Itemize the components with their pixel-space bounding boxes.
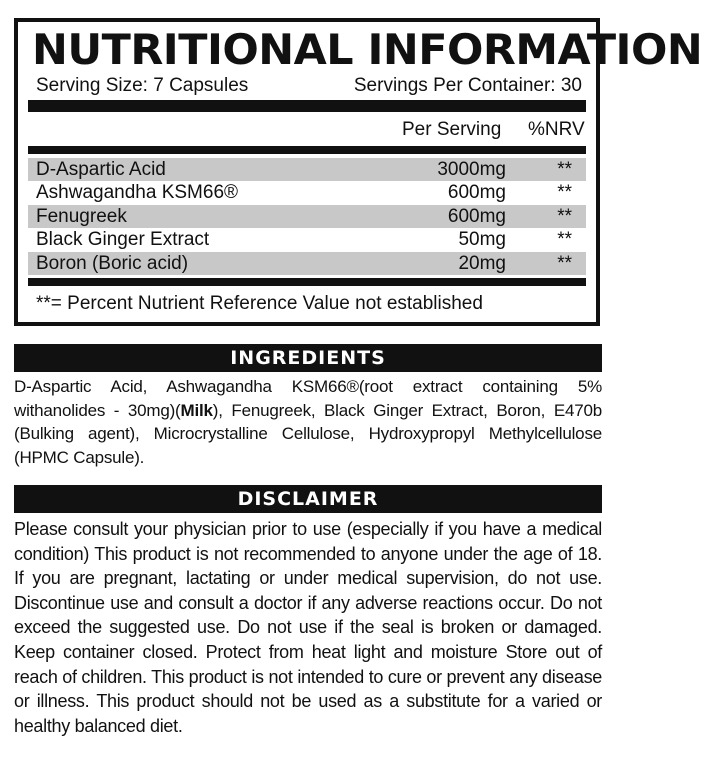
table-row [28, 205, 586, 228]
row-amount: 600mg [447, 205, 506, 227]
row-nrv: ** [557, 252, 572, 274]
row-nrv: ** [557, 159, 572, 180]
row-name: Ashwagandha KSM66® [36, 182, 239, 204]
row-nrv: ** [557, 229, 572, 251]
ingredients-text-after: ), Fenugreek, Black Ginger Extract, Boron, E470b (Bulking agent), Microcrystalline Cellulose, Hydroxypropyl Methylcellulose (HPMC Capsule). [14, 400, 602, 467]
serving-size: Serving Size: 7 Capsules [36, 75, 249, 96]
nutrition-panel [14, 18, 702, 326]
row-nrv: ** [557, 205, 572, 227]
row-amount: 3000mg [437, 159, 506, 180]
disclaimer-heading: DISCLAIMER [14, 485, 602, 513]
row-name: Boron (Boric acid) [36, 252, 189, 274]
table-row [28, 252, 586, 275]
table-row [28, 228, 586, 251]
ingredients-text [14, 375, 602, 469]
row-amount: 50mg [458, 229, 506, 251]
column-header-nrv: %NRV [528, 119, 585, 140]
divider-header [28, 146, 586, 154]
row-name: D-Aspartic Acid [36, 159, 166, 180]
row-name: Fenugreek [36, 205, 127, 227]
row-amount: 600mg [447, 182, 506, 204]
serving-info [36, 74, 582, 98]
table-row [28, 158, 586, 181]
servings-per-container: Servings Per Container: 30 [353, 75, 582, 96]
disclaimer-text: Please consult your physician prior to use (especially if you have a medical condition) This product is not recommended to anyone under the age of 18. If you are pregnant, lactating or under medical supervision, do not use. Discontinue use and consult a doctor if any adverse reactions occur. Do not exceed the suggested use. Do not use if the seal is broken or damaged. Keep container closed. Protect from heat light and moisture Store out of reach of children. This product is not intended to cure or prevent any disease or illness. This product should not be used as a substitute for a varied or healthy balanced diet. [14, 519, 602, 736]
column-header-per-serving: Per Serving [402, 119, 502, 140]
ingredients-text-before: D-Aspartic Acid, Ashwagandha KSM66®(root extract containing 5% withanolides - 30mg)( [14, 377, 602, 420]
divider-thick [28, 100, 586, 112]
row-nrv: ** [557, 182, 572, 204]
nutrition-table [28, 158, 586, 275]
allergen-milk: Milk [180, 400, 213, 420]
nutrition-title: NUTRITIONAL INFORMATION [32, 25, 702, 74]
nrv-footnote: **= Percent Nutrient Reference Value not established [36, 293, 483, 314]
ingredients-heading: INGREDIENTS [14, 344, 602, 372]
row-amount: 20mg [458, 252, 506, 274]
divider-footer [28, 278, 586, 286]
table-row [28, 181, 586, 204]
row-name: Black Ginger Extract [36, 229, 210, 251]
